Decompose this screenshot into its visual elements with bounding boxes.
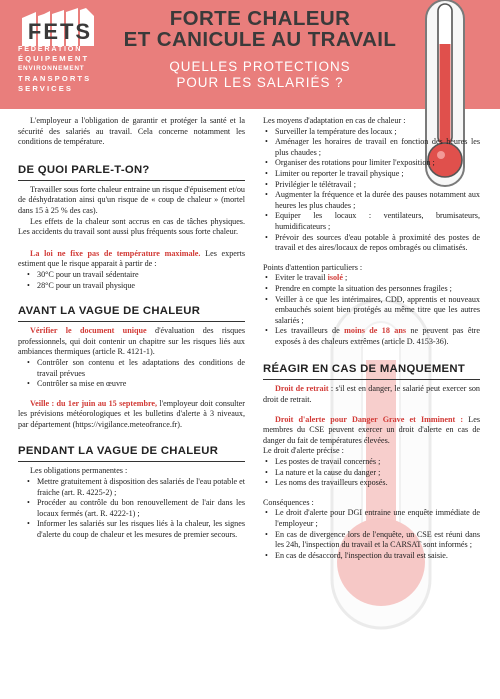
list-item bbox=[263, 326, 480, 347]
list-item: • Equiper les locaux : ventilateurs, brumisateurs, humidificateurs ; bbox=[263, 211, 480, 232]
logo-line: SERVICES bbox=[18, 84, 74, 93]
list-item: • Mettre gratuitement à disposition des salariés de l'eau potable et fraiche (art. R. 4225-2) ; bbox=[18, 477, 245, 498]
text: Eviter le travail bbox=[275, 273, 328, 283]
logo-org-lines bbox=[18, 44, 108, 94]
paragraph bbox=[263, 415, 480, 447]
list-item: • Veiller à ce que les intérimaires, CDD, apprentis et nouveaux embauchés soient bien protégés au même titre que les autres salariés ; bbox=[263, 295, 480, 327]
bullet-list bbox=[18, 358, 245, 390]
left-column bbox=[18, 116, 245, 541]
text: : s'il est en danger, le salarié peut exercer son droit de retrait. bbox=[263, 384, 480, 405]
section-heading: DE QUOI PARLE-T-ON? bbox=[18, 163, 245, 181]
paragraph bbox=[18, 326, 245, 358]
paragraph: Les obligations permanentes : bbox=[30, 466, 128, 476]
list-item: • Procéder au contrôle du bon renouvellement de l'air dans les locaux fermés (art. R. 4222-1) ; bbox=[18, 498, 245, 519]
subtitle-line: POUR LES SALARIÉS ? bbox=[176, 75, 344, 90]
right-column bbox=[263, 116, 480, 561]
paragraph: Conséquences : bbox=[263, 497, 314, 507]
page-subtitle bbox=[110, 59, 410, 91]
highlight-text: isolé bbox=[327, 273, 343, 283]
paragraph: Travailler sous forte chaleur entraine un risque d'épuisement et/ou de déshydratation ainsi qu'un risque de « coup de chaleur » (mortel dans 15 à 25 % des cas). bbox=[18, 184, 245, 215]
paragraph bbox=[18, 399, 245, 431]
bullet-list bbox=[18, 477, 245, 541]
logo-line: TRANSPORTS bbox=[18, 74, 92, 83]
paragraph: Points d'attention particuliers : bbox=[263, 262, 363, 272]
list-item: • Privilégier le télétravail ; bbox=[263, 180, 480, 191]
highlight-text: moins de 18 ans bbox=[344, 326, 407, 336]
list-item: • Limiter ou reporter le travail physique ; bbox=[263, 169, 480, 180]
bullet-list bbox=[18, 270, 245, 291]
list-item: • Informer les salariés sur les risques liés à la chaleur, les signes d'alerte du coup de chaleur et les mesures de premier secours. bbox=[18, 519, 245, 540]
list-item: • Les noms des travailleurs exposés. bbox=[263, 478, 480, 489]
list-item: • 30°C pour un travail sédentaire bbox=[18, 270, 245, 281]
highlight-text: Droit de retrait bbox=[275, 384, 329, 394]
paragraph bbox=[263, 384, 480, 405]
logo-text: FETS bbox=[27, 19, 93, 44]
section-heading: AVANT LA VAGUE DE CHALEUR bbox=[18, 304, 245, 322]
list-item: • 28°C pour un travail physique bbox=[18, 281, 245, 292]
paragraph: Les moyens d'adaptation en cas de chaleur : bbox=[263, 116, 406, 125]
section-heading: RÉAGIR EN CAS DE MANQUEMENT bbox=[263, 362, 480, 380]
bullet-list bbox=[263, 457, 480, 489]
highlight-text: Veille : du 1er juin au 15 septembre, bbox=[30, 398, 158, 408]
paragraph: Le droit d'alerte précise : bbox=[263, 446, 344, 456]
list-item: • Les postes de travail concernés ; bbox=[263, 457, 480, 468]
list-item: • Augmenter la fréquence et la durée des pauses notamment aux heures les plus chaudes ; bbox=[263, 190, 480, 211]
highlight-text: La loi ne fixe pas de température maximale. bbox=[30, 248, 201, 258]
paragraph: Les effets de la chaleur sont accrus en cas de tâches physiques. Les accidents du travail sont aussi plus fréquents sous forte chaleur. bbox=[18, 216, 245, 237]
section-heading: PENDANT LA VAGUE DE CHALEUR bbox=[18, 444, 245, 462]
list-item: • En cas de divergence lors de l'enquête, un CSE est réuni dans les 24h, l'inspection du travail et la CARSAT sont informés ; bbox=[263, 530, 480, 551]
list-item: • Contrôler son contenu et les adaptations des conditions de travail prévues bbox=[18, 358, 245, 379]
text: ne peuvent pas être exposés à des chaleurs extrêmes (article D. 4153-36). bbox=[275, 326, 480, 346]
text: Les experts estiment que le risque apparait à partir de : bbox=[18, 248, 245, 269]
page-title bbox=[110, 8, 410, 50]
list-item: • Organiser des rotations pour limiter l'exposition ; bbox=[263, 158, 480, 169]
text: Les membres du CSE peuvent exercer un droit d'alerte en cas de danger du fait de températures élevées. bbox=[263, 414, 481, 445]
list-item: • En cas de désaccord, l'inspection du travail est saisie. bbox=[263, 551, 480, 562]
subtitle-line: QUELLES PROTECTIONS bbox=[169, 59, 351, 74]
list-item: • La nature et la cause du danger ; bbox=[263, 468, 480, 479]
highlight-text: Droit d'alerte pour Danger Grave et Imminent : bbox=[275, 414, 464, 424]
logo-line: ÉQUIPEMENT bbox=[18, 54, 90, 63]
bullet-list bbox=[263, 127, 480, 254]
logo-line: ENVIRONNEMENT bbox=[18, 65, 85, 72]
list-item: • Prendre en compte la situation des personnes fragiles ; bbox=[263, 284, 480, 295]
intro-text: L'employeur a l'obligation de garantir et protéger la santé et la sécurité des salariés au travail. Cela concerne notamment les conditions de température. bbox=[18, 116, 245, 147]
list-item: • Le droit d'alerte pour DGI entraine une enquête immédiate de l'employeur ; bbox=[263, 508, 480, 529]
logo-line: FÉDÉRATION bbox=[18, 44, 83, 53]
bullet-list bbox=[263, 273, 480, 347]
list-item bbox=[263, 273, 480, 284]
text: Les travailleurs de bbox=[275, 326, 345, 336]
list-item: • Contrôler sa mise en œuvre bbox=[18, 379, 245, 390]
title-line: FORTE CHALEUR bbox=[169, 7, 351, 30]
text: d'évaluation des risques professionnels, qui doit contenir un chapitre sur les risques liés aux ambiances thermiques (article R. 4121-1). bbox=[18, 326, 245, 357]
list-item: • Prévoir des sources d'eau potable à proximité des postes de travail et des aires/locaux de repos ombragés ou climatisés. bbox=[263, 233, 480, 254]
title-line: ET CANICULE AU TRAVAIL bbox=[123, 28, 397, 51]
text: l'employeur doit consulter les prévisions météorologiques et les bulletins d'alerte à 3 niveaux, par département (https://vigilance.meteofrance.fr). bbox=[18, 398, 245, 429]
highlight-text: Vérifier le document unique bbox=[30, 326, 147, 336]
list-item: • Surveiller la température des locaux ; bbox=[263, 127, 480, 138]
paragraph bbox=[18, 249, 245, 270]
list-item: • Aménager les horaires de travail en fonction des heures les plus chaudes ; bbox=[263, 137, 480, 158]
text: ; bbox=[342, 273, 348, 283]
bullet-list bbox=[263, 508, 480, 561]
